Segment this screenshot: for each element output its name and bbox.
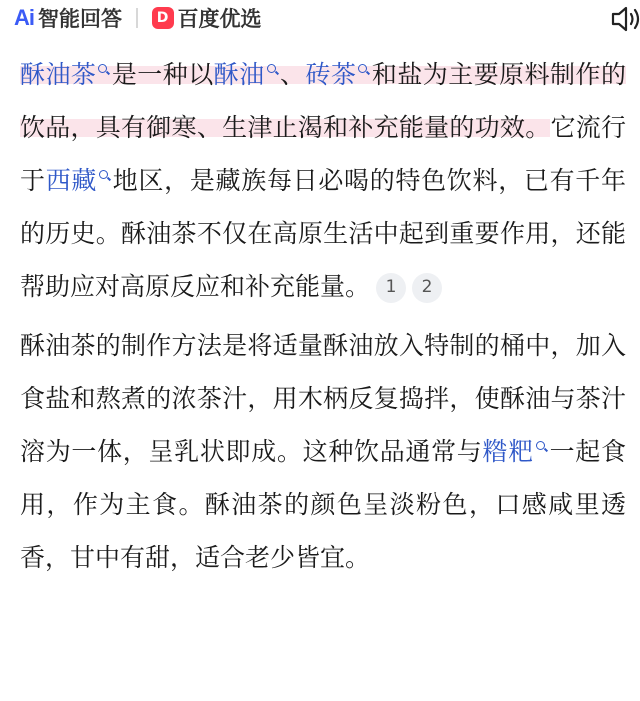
link-xizang-text: 西藏 <box>45 166 98 195</box>
search-icon <box>99 170 110 181</box>
baidu-youxuan-brand[interactable] <box>152 3 262 33</box>
text-segment: 一起食用，作为主食。酥油茶的颜色呈淡粉色，口感咸里透香，甘中有甜，适合老少皆宜。 <box>20 437 626 572</box>
link-zhuancha[interactable] <box>306 60 372 89</box>
link-suyou[interactable] <box>214 60 280 89</box>
citation-badge-1[interactable]: 1 <box>376 273 406 303</box>
text-segment: 酥油茶的制作方法是将适量酥油放入特制的桶中，加入食盐和熬煮的浓茶汁，用木柄反复捣拌，使酥油与茶汁溶为一体，呈乳状即成。这种饮品通常与 <box>20 331 626 466</box>
highlighted-summary <box>20 60 626 142</box>
baidu-youxuan-icon: D <box>152 7 174 29</box>
ai-logo: Ai <box>14 5 34 30</box>
link-xizang[interactable] <box>46 166 112 195</box>
citation-badge-2[interactable]: 2 <box>412 273 442 303</box>
header-bar <box>0 0 640 36</box>
text-segment: 地区，是藏族每日必喝的特色饮料，已有千年的历史。酥油茶不仅在高原生活中起到重要作用，还能帮助应对高原反应和补充能量。 <box>20 166 626 301</box>
header-divider <box>136 8 138 28</box>
speaker-button[interactable] <box>606 4 640 34</box>
link-zhuancha-text: 砖茶 <box>305 60 357 89</box>
text-segment: 、 <box>279 60 306 89</box>
link-suyoucha-text: 酥油茶 <box>20 60 97 89</box>
link-zanba[interactable] <box>483 437 549 466</box>
text-segment: 和盐为主要原料制作的饮品，具有御寒、生津止渴和补充能量的功效。 <box>20 60 626 142</box>
ai-answer-title: 智能回答 <box>38 7 122 31</box>
answer-content <box>0 36 640 584</box>
answer-paragraph-2 <box>20 319 626 584</box>
baidu-youxuan-title: 百度优选 <box>177 7 262 31</box>
search-icon <box>358 64 369 75</box>
link-zanba-text: 糌粑 <box>482 437 534 466</box>
search-icon <box>536 441 547 452</box>
text-segment: 它流行于 <box>20 113 626 195</box>
speaker-icon <box>610 5 640 33</box>
search-icon <box>98 64 109 75</box>
link-suyou-text: 酥油 <box>213 60 265 89</box>
link-suyoucha[interactable] <box>20 60 111 89</box>
search-icon <box>267 64 278 75</box>
answer-paragraph-1 <box>20 48 626 313</box>
text-segment: 是一种以 <box>111 60 214 89</box>
ai-answer-brand[interactable] <box>14 3 122 33</box>
